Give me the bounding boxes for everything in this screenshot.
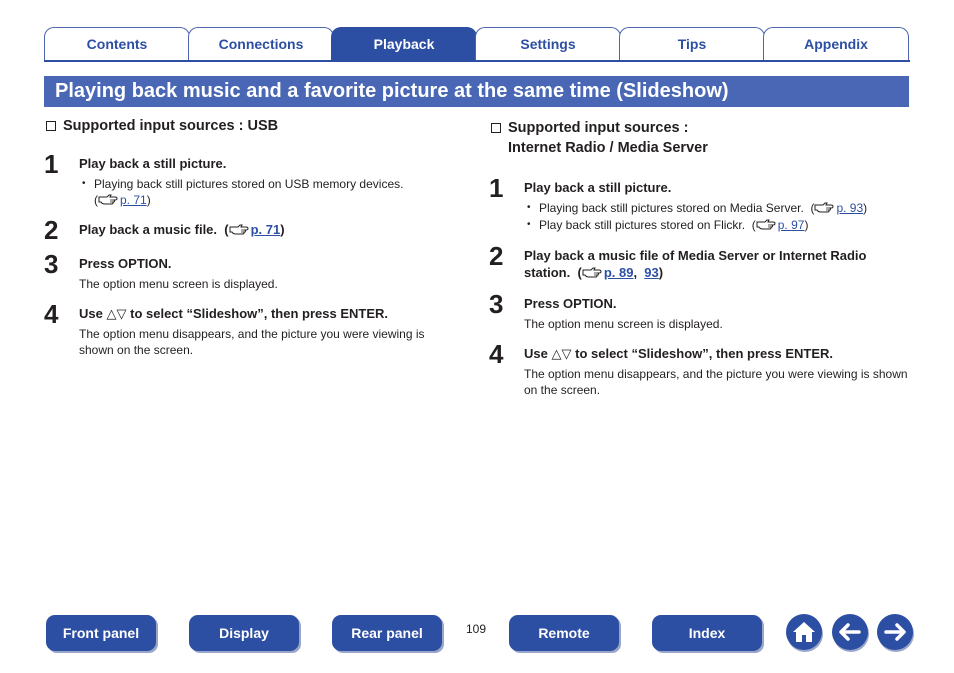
paren-close: ): [658, 265, 664, 280]
step-4: [44, 299, 454, 358]
section-heading-usb: [44, 116, 454, 136]
index-button[interactable]: Index: [652, 615, 762, 651]
page-number: 109: [466, 622, 487, 636]
paren-open: (: [751, 218, 756, 232]
rear-panel-button[interactable]: Rear panel: [332, 615, 442, 651]
section-heading-line2: Internet Radio / Media Server: [508, 140, 708, 156]
pointing-hand-icon: [98, 193, 120, 205]
step-description: The option menu screen is displayed.: [79, 277, 278, 291]
tab-bar: [44, 27, 910, 63]
remote-button[interactable]: Remote: [509, 615, 619, 651]
paren-open: (: [224, 222, 229, 237]
step-title: [79, 305, 454, 322]
step-1: [489, 173, 914, 233]
paren-open: (: [810, 201, 815, 215]
section-heading-network: [489, 118, 914, 158]
tab-connections[interactable]: Connections: [188, 27, 334, 60]
step-number: 3: [489, 289, 504, 319]
step-number: 1: [489, 173, 504, 203]
step-title: [524, 247, 914, 281]
tab-underline: [44, 60, 910, 62]
page-ref-link[interactable]: p. 89: [603, 265, 634, 280]
checkbox-square-icon: [491, 123, 501, 133]
arrow-right-icon: [882, 622, 908, 642]
back-button[interactable]: [832, 614, 868, 650]
step-title-text: to select “Slideshow”, then press ENTER.: [575, 346, 834, 361]
page-ref-link[interactable]: 93: [644, 265, 659, 280]
left-column: [44, 116, 454, 358]
page-ref-link[interactable]: p. 97: [777, 218, 805, 232]
tab-tips[interactable]: Tips: [619, 27, 765, 60]
step-number: 2: [489, 241, 504, 271]
list-item: [524, 217, 914, 233]
tab-appendix[interactable]: Appendix: [763, 27, 909, 60]
step-title: [524, 345, 914, 362]
step-title-text: to select “Slideshow”, then press ENTER.: [130, 306, 389, 321]
home-icon: [791, 620, 817, 644]
step-description: The option menu screen is displayed.: [524, 317, 723, 331]
page-ref-link[interactable]: p. 71: [250, 222, 281, 237]
section-heading-text: [508, 118, 708, 158]
paren-close: ): [280, 222, 285, 237]
page-title: Playing back music and a favorite picture at the same time (Slideshow): [44, 76, 909, 107]
page-ref-link[interactable]: p. 93: [836, 201, 864, 215]
step-description: The option menu disappears, and the picture you were viewing is shown on the screen.: [524, 367, 908, 397]
step-title: Press OPTION.: [524, 296, 617, 311]
pointing-hand-icon: [229, 223, 251, 235]
step-number: 3: [44, 249, 59, 279]
forward-button[interactable]: [877, 614, 913, 650]
step-title: Play back a still picture.: [524, 180, 672, 195]
step-number: 1: [44, 149, 59, 179]
step-4: [489, 339, 914, 398]
step-title-text: Play back a music file of Media Server or Internet Radio station.: [524, 248, 867, 280]
paren-close: ): [863, 201, 868, 215]
pointing-hand-icon: [756, 218, 778, 230]
list-item: [524, 200, 914, 216]
step-number: 4: [489, 339, 504, 369]
display-button[interactable]: Display: [189, 615, 299, 651]
pointing-hand-icon: [814, 201, 836, 213]
bullet-text: Playing back still pictures stored on USB memory devices.: [94, 177, 404, 191]
paren-close: ): [804, 218, 809, 232]
pointing-hand-icon: [582, 266, 604, 278]
step-3: [489, 289, 914, 332]
bullet-text: Playing back still pictures stored on Media Server.: [539, 201, 804, 215]
step-3: [44, 249, 454, 292]
step-title: [79, 221, 454, 238]
checkbox-square-icon: [46, 121, 56, 131]
section-heading-line1: Supported input sources :: [508, 120, 689, 136]
step-2: [44, 215, 454, 245]
arrow-left-icon: [837, 622, 863, 642]
step-2: [489, 241, 914, 281]
home-button[interactable]: [786, 614, 822, 650]
step-1: [44, 149, 454, 208]
step-title-text: Use: [524, 346, 548, 361]
step-title: Play back a still picture.: [79, 156, 227, 171]
paren-open: (: [94, 193, 98, 207]
right-column: [489, 118, 914, 398]
step-title: Press OPTION.: [79, 256, 172, 271]
step-description: The option menu disappears, and the picture you were viewing is shown on the screen.: [79, 327, 425, 357]
tab-playback[interactable]: Playback: [331, 27, 477, 60]
tab-settings[interactable]: Settings: [475, 27, 621, 60]
paren-open: (: [577, 265, 582, 280]
section-heading-text: Supported input sources : USB: [63, 118, 279, 134]
paren-close: ): [146, 193, 151, 207]
bullet-text: Play back still pictures stored on Flickr.: [539, 218, 746, 232]
list-item: [79, 176, 454, 208]
step-title-text: Use: [79, 306, 103, 321]
up-down-triangles-icon: △▽: [106, 306, 127, 321]
step-number: 4: [44, 299, 59, 329]
tab-contents[interactable]: Contents: [44, 27, 190, 60]
up-down-triangles-icon: △▽: [551, 346, 572, 361]
separator: ,: [633, 265, 638, 280]
front-panel-button[interactable]: Front panel: [46, 615, 156, 651]
step-title-text: Play back a music file.: [79, 222, 218, 237]
page-ref-link[interactable]: p. 71: [120, 193, 147, 207]
step-number: 2: [44, 215, 59, 245]
